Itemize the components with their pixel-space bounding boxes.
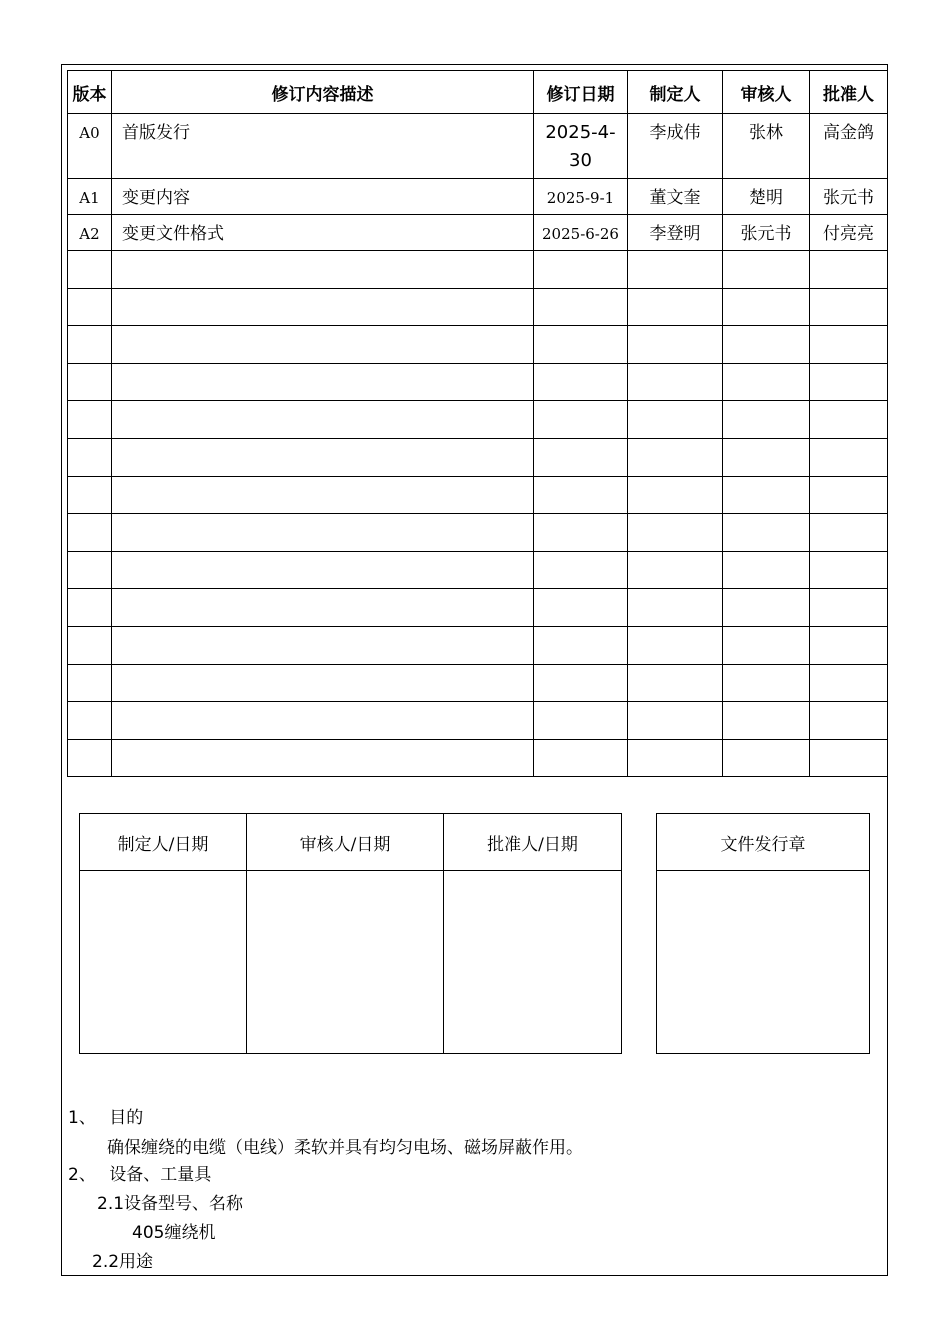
- empty-cell[interactable]: [723, 288, 810, 326]
- table-row: [68, 215, 888, 251]
- empty-cell[interactable]: [534, 476, 628, 514]
- empty-cell[interactable]: [810, 438, 888, 476]
- sign-approver-field[interactable]: [444, 871, 622, 1054]
- empty-cell[interactable]: [628, 476, 723, 514]
- empty-cell[interactable]: [68, 326, 112, 364]
- section-2-2-heading: [92, 1247, 153, 1272]
- equipment-line: [132, 1218, 215, 1243]
- empty-cell[interactable]: [112, 702, 534, 740]
- section-1-heading: [68, 1103, 143, 1128]
- subsection-number: 2.2: [92, 1252, 120, 1272]
- empty-cell[interactable]: [534, 288, 628, 326]
- revision-table: [67, 70, 888, 777]
- empty-cell[interactable]: [534, 363, 628, 401]
- row-approver: 张元书: [810, 179, 888, 215]
- row-version: A2: [68, 215, 112, 251]
- empty-cell[interactable]: [723, 664, 810, 702]
- empty-cell[interactable]: [112, 514, 534, 552]
- stamp-label: 文件发行章: [657, 814, 870, 871]
- row-date: 2025-4-30: [534, 114, 628, 179]
- header-description: 修订内容描述: [112, 71, 534, 114]
- row-date: 2025-6-26: [534, 215, 628, 251]
- revision-header-row: [68, 71, 888, 114]
- empty-cell[interactable]: [628, 626, 723, 664]
- empty-cell[interactable]: [810, 702, 888, 740]
- empty-cell[interactable]: [628, 326, 723, 364]
- empty-cell[interactable]: [810, 288, 888, 326]
- empty-cell[interactable]: [68, 251, 112, 289]
- table-row: [68, 326, 888, 364]
- row-description: 变更内容: [112, 179, 534, 215]
- sign-author-field[interactable]: [80, 871, 247, 1054]
- header-reviewer: 审核人: [723, 71, 810, 114]
- empty-cell[interactable]: [723, 363, 810, 401]
- empty-cell[interactable]: [68, 476, 112, 514]
- empty-cell[interactable]: [810, 251, 888, 289]
- header-version: 版本: [68, 71, 112, 114]
- empty-cell[interactable]: [112, 626, 534, 664]
- empty-cell[interactable]: [68, 664, 112, 702]
- empty-cell[interactable]: [534, 739, 628, 777]
- empty-cell[interactable]: [112, 739, 534, 777]
- empty-cell[interactable]: [810, 739, 888, 777]
- empty-cell[interactable]: [810, 626, 888, 664]
- equipment-model: 405: [132, 1223, 165, 1243]
- signature-header-row: [80, 814, 622, 871]
- row-description: 首版发行: [112, 114, 534, 179]
- equipment-name: 缠绕机: [164, 1223, 216, 1243]
- empty-cell[interactable]: [534, 589, 628, 627]
- empty-cell[interactable]: [112, 551, 534, 589]
- signature-table: [79, 813, 622, 1054]
- sign-author-date-label: 制定人/日期: [80, 814, 247, 871]
- table-row: [68, 251, 888, 289]
- row-reviewer: 张元书: [723, 215, 810, 251]
- empty-cell[interactable]: [628, 514, 723, 552]
- section-2-1-heading: [97, 1189, 243, 1214]
- row-date: 2025-9-1: [534, 179, 628, 215]
- empty-cell[interactable]: [534, 514, 628, 552]
- empty-cell[interactable]: [628, 363, 723, 401]
- section-1-text: 确保缠绕的电缆（电线）柔软并具有均匀电场、磁场屏蔽作用。: [107, 1138, 583, 1158]
- empty-cell[interactable]: [112, 476, 534, 514]
- row-author: 李成伟: [628, 114, 723, 179]
- empty-cell[interactable]: [810, 326, 888, 364]
- empty-cell[interactable]: [628, 288, 723, 326]
- empty-cell[interactable]: [68, 589, 112, 627]
- empty-cell[interactable]: [68, 401, 112, 439]
- empty-cell[interactable]: [534, 251, 628, 289]
- sign-approver-date-label: 批准人/日期: [444, 814, 622, 871]
- table-row: [68, 476, 888, 514]
- empty-cell[interactable]: [723, 251, 810, 289]
- empty-cell[interactable]: [628, 589, 723, 627]
- empty-cell[interactable]: [68, 739, 112, 777]
- table-row: [68, 438, 888, 476]
- empty-cell[interactable]: [68, 514, 112, 552]
- empty-cell[interactable]: [723, 551, 810, 589]
- empty-cell[interactable]: [534, 438, 628, 476]
- empty-cell[interactable]: [534, 626, 628, 664]
- empty-cell[interactable]: [810, 664, 888, 702]
- empty-cell[interactable]: [534, 664, 628, 702]
- empty-cell[interactable]: [810, 551, 888, 589]
- empty-cell[interactable]: [534, 401, 628, 439]
- table-row: [68, 589, 888, 627]
- table-row: [68, 739, 888, 777]
- row-version: A1: [68, 179, 112, 215]
- empty-cell[interactable]: [68, 288, 112, 326]
- empty-cell[interactable]: [112, 664, 534, 702]
- empty-cell[interactable]: [534, 326, 628, 364]
- header-author: 制定人: [628, 71, 723, 114]
- table-row: [68, 114, 888, 179]
- section-number: 1、: [68, 1108, 96, 1128]
- table-row: [68, 514, 888, 552]
- empty-cell[interactable]: [534, 551, 628, 589]
- table-row: [68, 401, 888, 439]
- empty-cell[interactable]: [723, 702, 810, 740]
- subsection-title: 设备型号、名称: [124, 1194, 244, 1214]
- row-description: 变更文件格式: [112, 215, 534, 251]
- stamp-body-row: [657, 871, 870, 1054]
- signature-body-row: [80, 871, 622, 1054]
- empty-cell[interactable]: [810, 514, 888, 552]
- section-2-heading: [68, 1160, 211, 1185]
- empty-cell[interactable]: [723, 401, 810, 439]
- table-row: [68, 664, 888, 702]
- empty-cell[interactable]: [628, 251, 723, 289]
- sign-reviewer-date-label: 审核人/日期: [247, 814, 444, 871]
- empty-cell[interactable]: [68, 626, 112, 664]
- header-approver: 批准人: [810, 71, 888, 114]
- empty-cell[interactable]: [112, 363, 534, 401]
- empty-cell[interactable]: [534, 702, 628, 740]
- empty-cell[interactable]: [723, 626, 810, 664]
- empty-cell[interactable]: [810, 589, 888, 627]
- empty-cell[interactable]: [112, 288, 534, 326]
- empty-cell[interactable]: [68, 363, 112, 401]
- table-row: [68, 551, 888, 589]
- subsection-number: 2.1: [97, 1194, 125, 1214]
- row-author: 董文奎: [628, 179, 723, 215]
- empty-cell[interactable]: [628, 702, 723, 740]
- row-approver: 高金鸽: [810, 114, 888, 179]
- stamp-box: [656, 813, 870, 1054]
- section-number: 2、: [68, 1165, 96, 1185]
- table-row: [68, 702, 888, 740]
- stamp-header-row: [657, 814, 870, 871]
- row-approver: 付亮亮: [810, 215, 888, 251]
- empty-cell[interactable]: [810, 363, 888, 401]
- empty-cell[interactable]: [810, 401, 888, 439]
- subsection-title: 用途: [119, 1252, 154, 1272]
- row-reviewer: 楚明: [723, 179, 810, 215]
- empty-cell[interactable]: [112, 251, 534, 289]
- empty-cell[interactable]: [112, 438, 534, 476]
- row-reviewer: 张林: [723, 114, 810, 179]
- empty-cell[interactable]: [810, 476, 888, 514]
- table-row: [68, 179, 888, 215]
- table-row: [68, 288, 888, 326]
- empty-cell[interactable]: [723, 589, 810, 627]
- stamp-field[interactable]: [657, 871, 870, 1054]
- empty-cell[interactable]: [68, 702, 112, 740]
- empty-cell[interactable]: [628, 438, 723, 476]
- empty-cell[interactable]: [112, 401, 534, 439]
- empty-cell[interactable]: [628, 739, 723, 777]
- empty-cell[interactable]: [723, 438, 810, 476]
- row-version: A0: [68, 114, 112, 179]
- empty-rows: [68, 251, 888, 777]
- header-date: 修订日期: [534, 71, 628, 114]
- empty-cell[interactable]: [723, 514, 810, 552]
- empty-cell[interactable]: [112, 589, 534, 627]
- empty-cell[interactable]: [112, 326, 534, 364]
- empty-cell[interactable]: [628, 401, 723, 439]
- table-row: [68, 626, 888, 664]
- empty-cell[interactable]: [723, 476, 810, 514]
- empty-cell[interactable]: [723, 326, 810, 364]
- empty-cell[interactable]: [723, 739, 810, 777]
- row-author: 李登明: [628, 215, 723, 251]
- empty-cell[interactable]: [628, 551, 723, 589]
- empty-cell[interactable]: [68, 551, 112, 589]
- section-title: 目的: [109, 1108, 144, 1128]
- empty-cell[interactable]: [68, 438, 112, 476]
- table-row: [68, 363, 888, 401]
- sign-reviewer-field[interactable]: [247, 871, 444, 1054]
- empty-cell[interactable]: [628, 664, 723, 702]
- section-title: 设备、工量具: [109, 1165, 212, 1185]
